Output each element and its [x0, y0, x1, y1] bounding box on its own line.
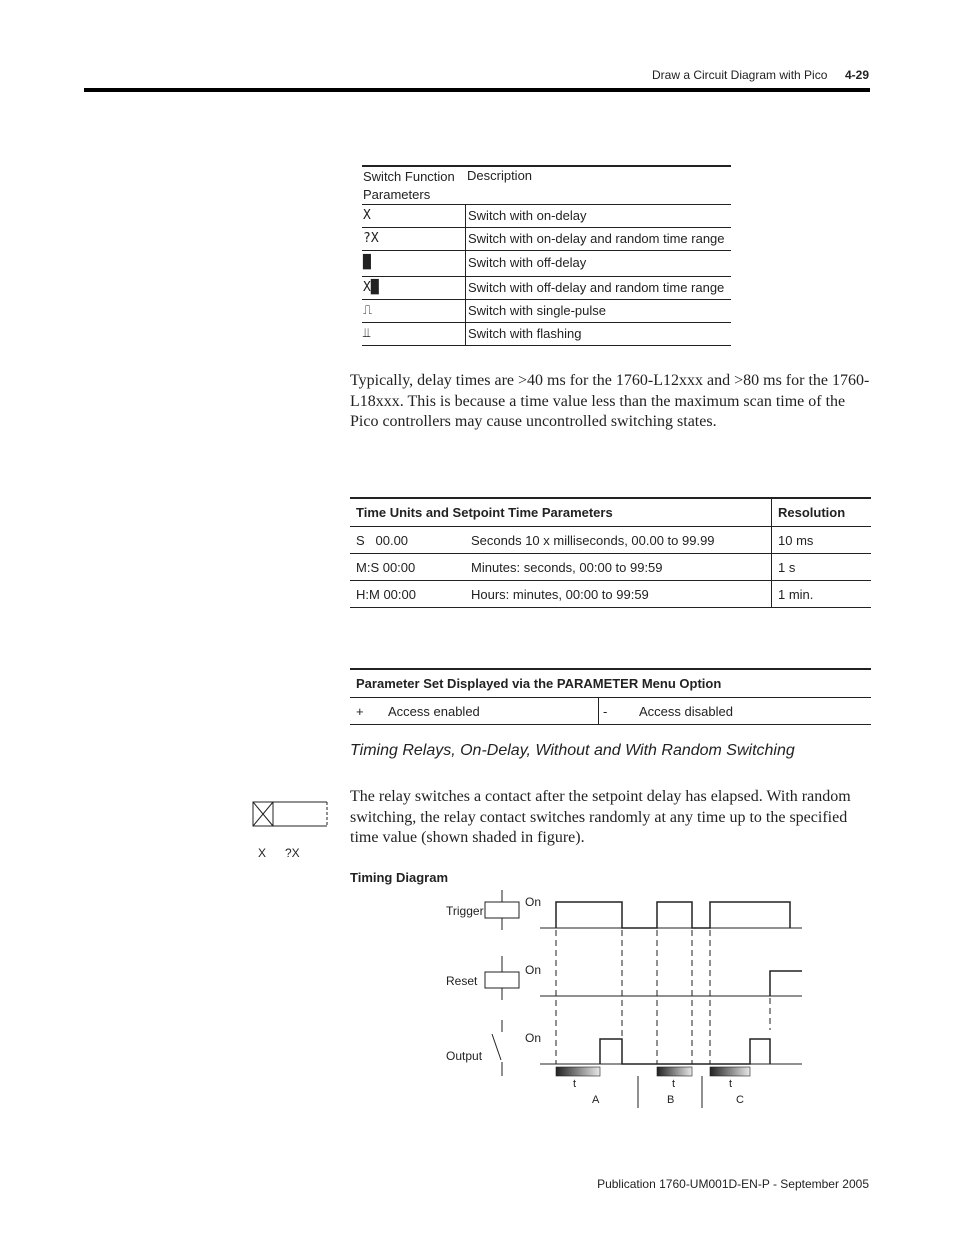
table-row [362, 205, 731, 228]
table-row [362, 277, 731, 300]
switch-description: Switch with off-delay [465, 251, 731, 276]
timing-diagram [440, 890, 820, 1115]
col-header-resolution: Resolution [771, 499, 871, 526]
enabled-text: Access enabled [388, 703, 480, 719]
trigger-on-label: On [525, 895, 542, 909]
enabled-symbol: + [356, 703, 364, 719]
trigger-waveform [556, 902, 790, 928]
disabled-text: Access disabled [639, 703, 733, 719]
switch-symbol: ⎍ [363, 303, 373, 318]
reset-label: Reset [446, 974, 478, 988]
switch-symbol: X█ [363, 280, 379, 295]
access-enabled-cell [350, 704, 598, 719]
col-header-description: Description [467, 168, 533, 183]
time-res-cell: 1 s [771, 554, 871, 580]
switch-symbol: █ [363, 255, 371, 270]
output-label: Output [446, 1049, 483, 1063]
case-label-b: B [667, 1094, 675, 1106]
table-header-row [350, 497, 871, 527]
switch-description: Switch with flashing [465, 323, 731, 345]
time-label-c: t [729, 1078, 733, 1090]
time-unit-cell: S 00.00 [356, 532, 409, 548]
trigger-label: Trigger [446, 904, 484, 918]
reset-waveform [770, 971, 802, 996]
time-unit-cell: H:M 00:00 [356, 586, 416, 602]
table-row [350, 581, 871, 608]
running-header-title: Draw a Circuit Diagram with Pico [652, 68, 828, 82]
time-label-b: t [672, 1078, 676, 1090]
timing-diagram-heading: Timing Diagram [350, 870, 449, 885]
time-res-cell: 1 min. [771, 581, 871, 607]
time-desc-cell: Seconds 10 x milliseconds, 00.00 to 99.99 [471, 532, 715, 548]
time-units-table [350, 497, 871, 608]
trigger-coil-icon [485, 890, 519, 930]
section-heading: Timing Relays, On-Delay, Without and With Random Switching [350, 742, 795, 759]
switch-description: Switch with off-delay and random time range [465, 277, 731, 299]
timing-guide-lines [556, 930, 770, 1064]
table-row [362, 228, 731, 251]
switch-function-table [362, 165, 731, 346]
switch-description: Switch with on-delay and random time range [465, 228, 731, 250]
random-time-bars [556, 1067, 750, 1076]
case-label-a: A [592, 1094, 600, 1106]
relay-label-x: X [258, 846, 267, 860]
switch-symbol: ⫫ [363, 326, 371, 341]
case-label-c: C [736, 1094, 744, 1106]
relay-label-qx: ?X [285, 846, 300, 860]
output-on-label: On [525, 1031, 542, 1045]
page-number: 4-29 [845, 68, 870, 82]
parameter-table-header: Parameter Set Displayed via the PARAMETER Menu Option [350, 668, 871, 698]
parameter-set-table [350, 668, 871, 725]
disabled-symbol: - [603, 703, 608, 719]
time-res-cell: 10 ms [771, 527, 871, 553]
table-row [362, 251, 731, 277]
switch-symbol: X [363, 208, 371, 223]
switch-description: Switch with on-delay [465, 205, 731, 227]
table-row [350, 698, 871, 725]
table-row [362, 300, 731, 323]
reset-on-label: On [525, 963, 542, 977]
table-row [362, 323, 731, 346]
table-header-row [362, 165, 731, 205]
header-rule [84, 88, 870, 92]
access-disabled-cell [598, 698, 871, 724]
switch-description: Switch with single-pulse [465, 300, 731, 322]
publication-footer: Publication 1760-UM001D-EN-P - September 2005 [597, 1177, 869, 1191]
table-row [350, 554, 871, 581]
switch-symbol: ?X [363, 231, 379, 246]
output-contact-icon [492, 1020, 502, 1076]
time-unit-cell: M:S 00:00 [356, 559, 416, 575]
reset-coil-icon [485, 956, 519, 1000]
delay-time-paragraph: Typically, delay times are >40 ms for the 1760-L12xxx and >80 ms for the 1760-L18xxx. This is because a time value less than the maximum scan time of the Pico controllers may cause uncontrolled switching states. [350, 372, 870, 430]
time-label-a: t [573, 1078, 577, 1090]
col-header-switch-function: Switch Function Parameters [363, 169, 455, 202]
output-waveform [600, 1039, 770, 1064]
table-row [350, 527, 871, 554]
relay-paragraph: The relay switches a contact after the setpoint delay has elapsed. With random switching, the relay contact switches randomly at any time up to the specified time value (shown shaded in figure). [350, 788, 851, 846]
time-desc-cell: Minutes: seconds, 00:00 to 99:59 [471, 559, 663, 575]
time-desc-cell: Hours: minutes, 00:00 to 99:59 [471, 586, 649, 602]
col-header-time-units: Time Units and Setpoint Time Parameters [356, 505, 613, 520]
